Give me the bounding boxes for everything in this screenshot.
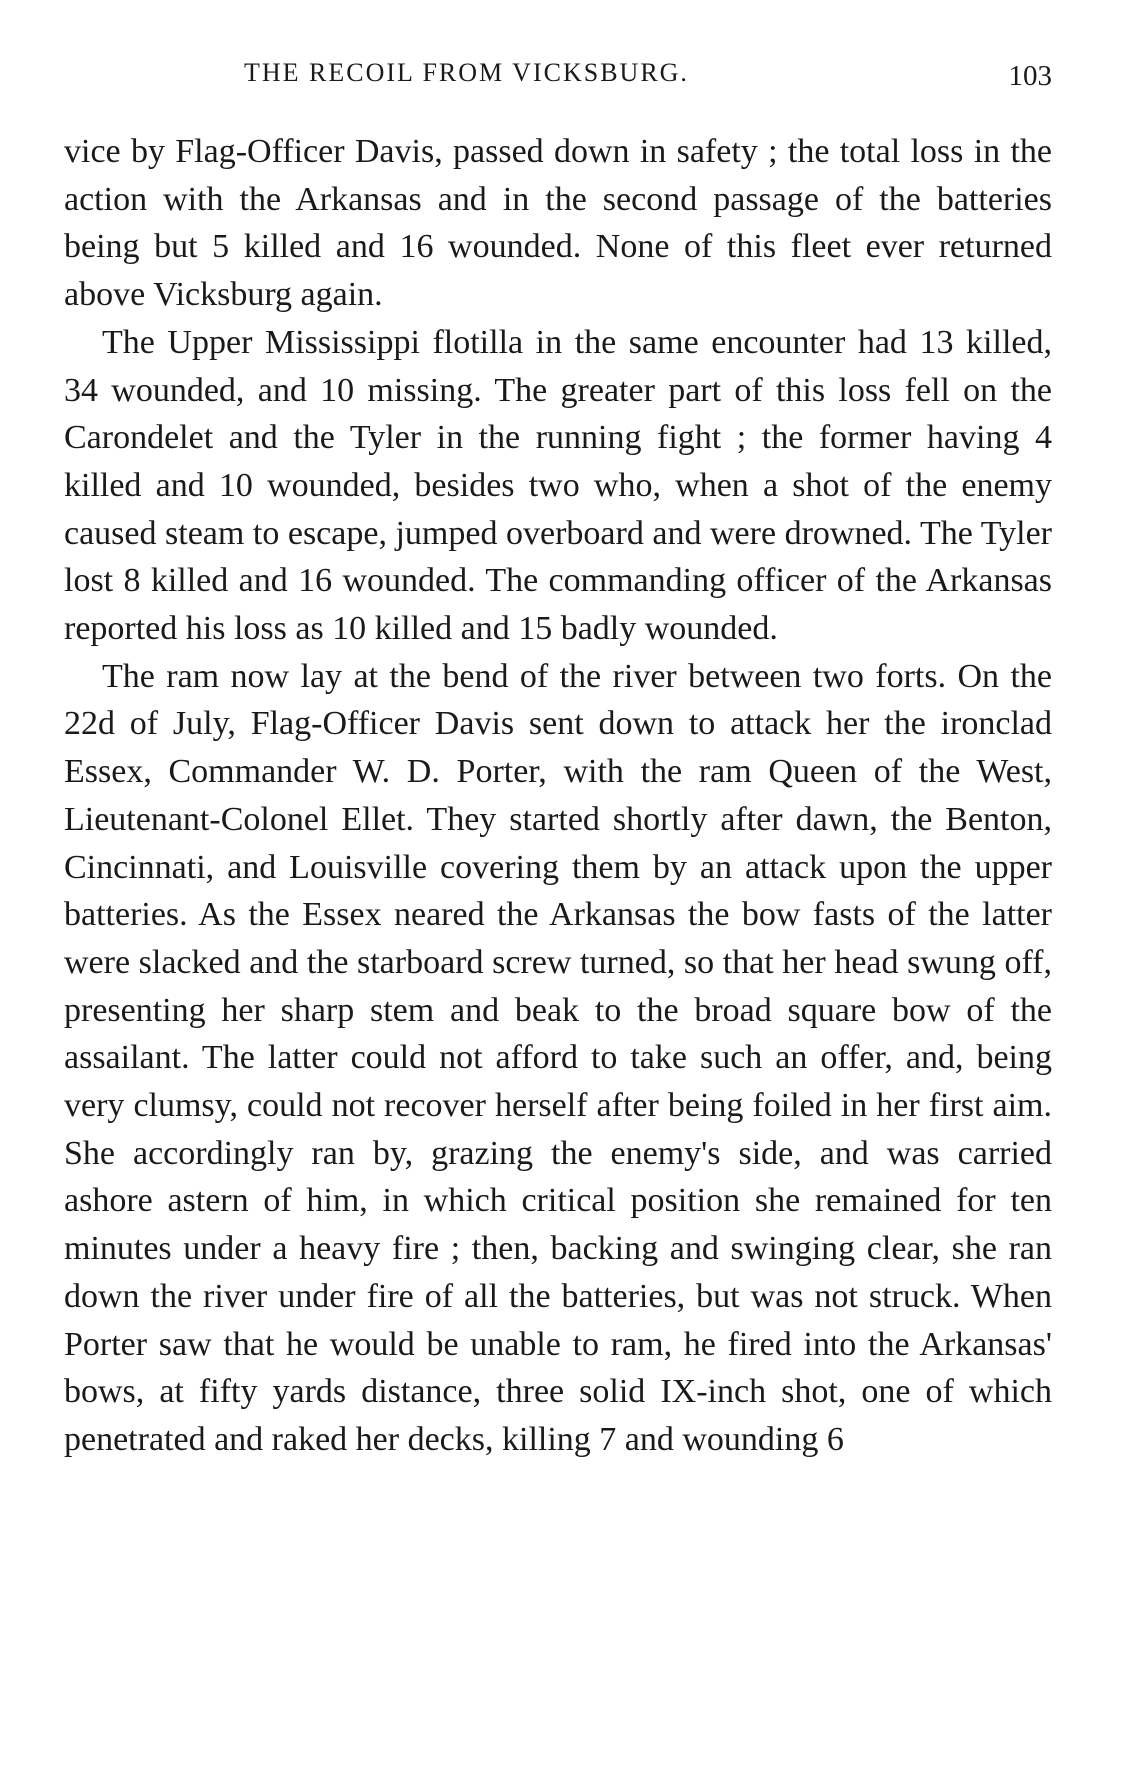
paragraph-essex-attack: The ram now lay at the bend of the river between two forts. On the 22d of July, Flag-Officer Davis sent down to attack her the ironclad Essex, Commander W. D. Porter, with the ram Queen of the West, Lieutenant-Colonel Ellet. They started shortly after dawn, the Benton, Cincinnati, and Louisville covering them by an attack upon the upper batteries. As the Essex neared the Arkansas the bow fasts of the latter were slacked and the starboard screw turned, so that her head swung off, presenting her sharp stem and beak to the broad square bow of the assailant. The latter could not afford to take such an offer, and, being very clumsy, could not recover herself after being foiled in her first aim. She accordingly ran by, grazing the enemy's side, and was carried ashore astern of him, in which critical position she remained for ten minutes under a heavy fire ; then, backing and swinging clear, she ran down the river under fire of all the batteries, but was not struck. When Porter saw that he would be unable to ram, he fired into the Arkansas' bows, at fifty yards distance, three solid IX-inch shot, one of which penetrated and raked her decks, killing 7 and wounding 6 <box>64 657 1052 1458</box>
book-page <box>64 52 1052 1464</box>
paragraph-continuation: vice by Flag-Officer Davis, passed down in safety ; the total loss in the action with the Arkansas and in the second passage of the batteries being but 5 killed and 16 wounded. None of this fleet ever returned above Vicksburg again. <box>64 133 1052 314</box>
page-number: 103 <box>1008 60 1052 92</box>
page-header <box>64 52 1052 100</box>
paragraph-flotilla-losses: The Upper Mississippi flotilla in the same encounter had 13 killed, 34 wounded, and 10 missing. The greater part of this loss fell on the Carondelet and the Tyler in the running fight ; the former having 4 killed and 10 wounded, besides two who, when a shot of the enemy caused steam to escape, jumped overboard and were drowned. The Tyler lost 8 killed and 16 wounded. The commanding officer of the Arkansas reported his loss as 10 killed and 15 badly wounded. <box>64 323 1052 648</box>
running-title: THE RECOIL FROM VICKSBURG. <box>244 58 689 87</box>
